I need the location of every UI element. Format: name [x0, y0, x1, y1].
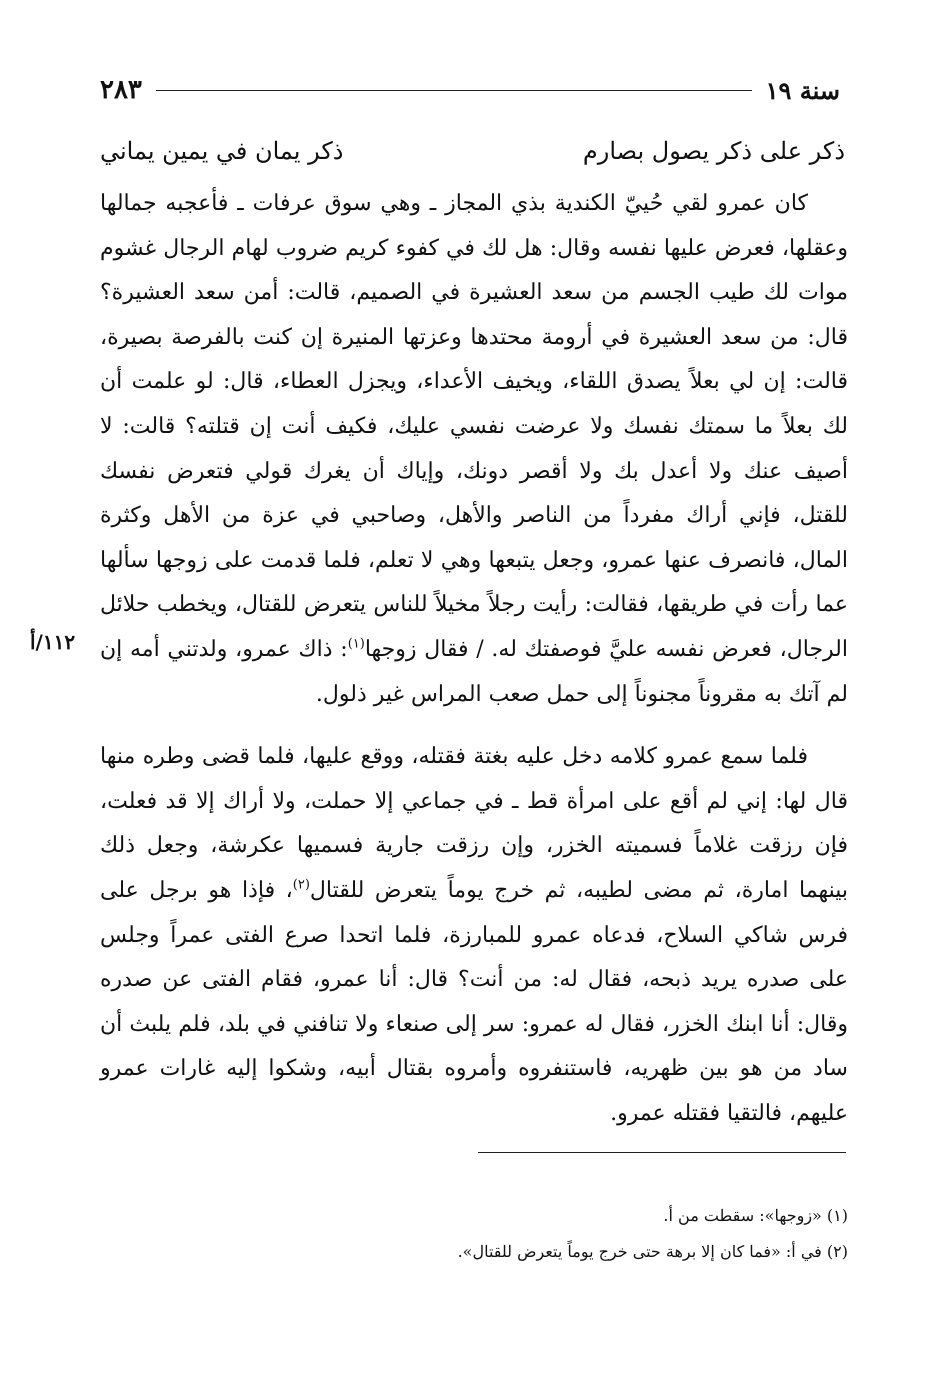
verse-left-hemistich: ذكر يمان في يمين يماني [100, 137, 344, 165]
paragraph-1-text: كان عمرو لقي حُييّ الكندية بذي المجاز ـ وهي سوق عرفات ـ فأعجبه جمالها وعقلها، فعرض عليها نفسه وقال: هل لك في كفوء كريم ضروب لهام الرجال غشوم موات لك طيب الجسم من سعد العشيرة في الصميم، قالت: أمن سعد العشيرة؟ قال: من سعد العشيرة في أرومة محتدها وعزتها المنيرة إن كنت بالفرصة بصيرة، قالت: إن لي بعلاً يصدق اللقاء، ويخيف الأعداء، ويجزل العطاء، قال: لو علمت أن لك بعلاً ما سمتك نفسك ولا عرضت نفسي عليك، فكيف أنت إن قتلته؟ قالت: لا أصيف عنك ولا أعدل بك ولا أقصر دونك، وإياك أن يغرك قولي فتعرض نفسك للقتل، فإني أراك مفرداً من الناصر والأهل، وصاحبي في عزة من الأهل وكثرة المال، فانصرف عنها عمرو، وجعل يتبعها وهي لا تعلم، فلما قدمت على زوجها سألها عما رأت في طريقها، فقالت: رأيت رجلاً مخيلاً للناس يتعرض للقتال، ويخطب حلائل الرجال، فعرض نفسه عليَّ فوصفتك له. / فقال زوجها [100, 191, 848, 662]
paragraph-1 [100, 182, 848, 717]
manuscript-folio-note: ١١٢/أ [30, 630, 76, 654]
header-rule [156, 90, 752, 91]
footnote-separator [478, 1152, 846, 1153]
footnote-2: (٢) في أ: «فما كان إلا برهة حتى خرج يوماً يتعرض للقتال». [457, 1242, 848, 1261]
footnote-1: (١) «زوجها»: سقطت من أ. [663, 1206, 848, 1225]
running-header [100, 70, 840, 110]
verse-right-hemistich: ذكر على ذكر يصول بصارم [582, 137, 845, 165]
paragraph-2-end: ، فإذا هو برجل على فرس شاكي السلاح، فدعاه عمرو للمبارزة، فلما اتحدا صرع الفتى عمراً وجلس على صدره يريد ذبحه، فقال له: من أنت؟ قال: أنا عمرو، فقام الفتى عن صدره وقال: أنا ابنك الخزر، فقال له عمرو: سر إلى صنعاء ولا تنافني في بلد، فلم يلبث أن ساد من هو بين ظهريه، فاستنفروه وأمروه بقتال أبيه، وشكوا إليه غارات عمرو عليهم، فالتقيا فقتله عمرو. [100, 877, 848, 1126]
poetry-verse [100, 128, 845, 174]
page-number: ٢٨٣ [100, 75, 142, 105]
paragraph-1-end: : ذاك عمرو، ولدتني أمه إن لم آتك به مقروناً مجنوناً إلى حمل صعب المراس غير ذلول. [100, 636, 848, 707]
footnote-marker-1: (١) [347, 636, 365, 652]
main-text [100, 182, 848, 1136]
footnote-marker-2: (٢) [292, 877, 310, 893]
footnotes [100, 1198, 848, 1270]
year-label: سنة ١٩ [765, 75, 840, 105]
paragraph-2 [100, 735, 848, 1136]
paragraph-2-text: فلما سمع عمرو كلامه دخل عليه بغتة فقتله، ووقع عليها، فلما قضى وطره منها قال لها: إني لم أقع على امرأة قط ـ في جماعي إلا حملت، ولا أراك إلا قد فعلت، فإن رزقت غلاماً فسميته الخزر، وإن رزقت جارية فسميها عكرشة، وجعل ذلك بينهما امارة، ثم مضى لطيبه، ثم خرج يوماً يتعرض للقتال [100, 744, 848, 903]
